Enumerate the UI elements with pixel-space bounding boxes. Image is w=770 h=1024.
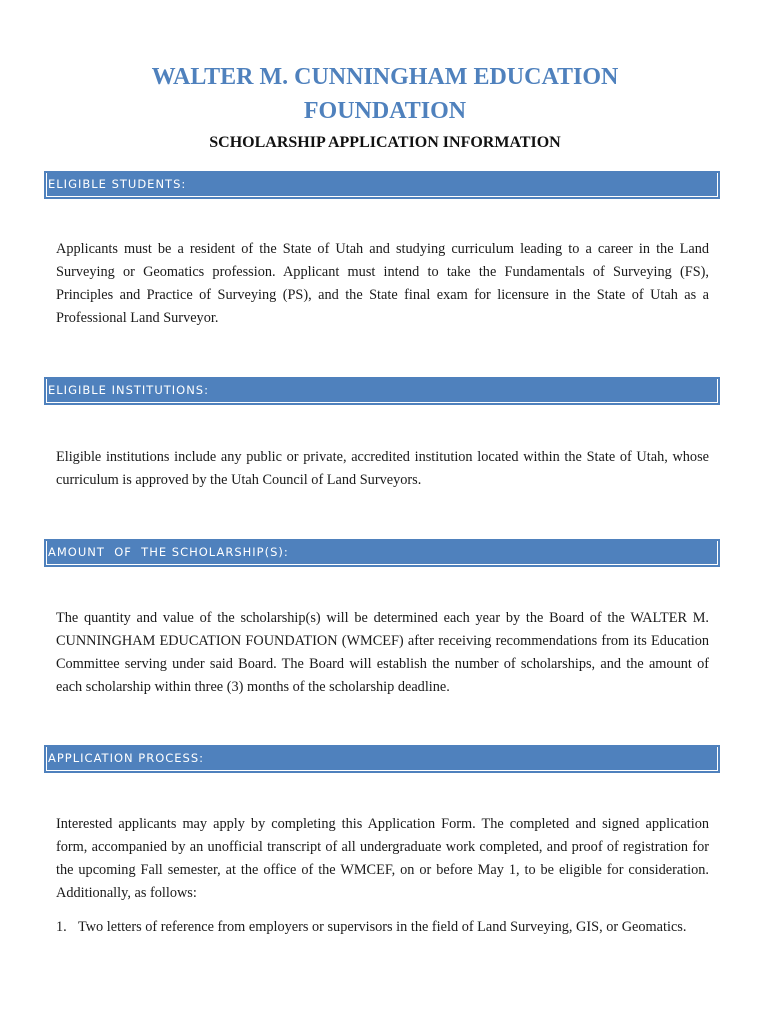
list-item-number: 1. (56, 919, 67, 935)
section-header-eligible-students (44, 171, 720, 199)
section-body-eligible-institutions: Eligible institutions include any public or private, accredited institution located within the State of Utah, whose curriculum is approved by the Utah Council of Land Surveyors. (56, 449, 709, 488)
section-header-application-process (44, 745, 720, 773)
section-heading: APPLICATION PROCESS: (48, 751, 205, 765)
section-heading: AMOUNT OF THE SCHOLARSHIP(S): (48, 545, 289, 559)
list-item-text: Two letters of reference from employers or supervisors in the field of Land Surveying, GIS, or Geomatics. (78, 919, 687, 935)
section-heading: ELIGIBLE STUDENTS: (48, 177, 187, 191)
section-header-scholarship-amount (44, 539, 720, 567)
list-item (56, 916, 709, 939)
section-heading: ELIGIBLE INSTITUTIONS: (48, 383, 209, 397)
section-header-eligible-institutions (44, 377, 720, 405)
section-body-scholarship-amount: The quantity and value of the scholarship(s) will be determined each year by the Board of the WALTER M. CUNNINGHAM EDUCATION FOUNDATION (WMCEF) after receiving recommendations from its Education Committee serving under said Board. The Board will establish the number of scholarships, and the amount of each scholarship within three (3) months of the scholarship deadline. (56, 610, 709, 695)
document-title-line-2: FOUNDATION (303, 98, 467, 124)
section-body-eligible-students: Applicants must be a resident of the State of Utah and studying curriculum leading to a career in the Land Surveying or Geomatics profession. Applicant must intend to take the Fundamentals of Surveying (FS), Principles and Practice of Surveying (PS), and the State final exam for licensure in the State of Utah as a Professional Land Surveyor. (56, 241, 709, 326)
document-subtitle: SCHOLARSHIP APPLICATION INFORMATION (209, 134, 561, 151)
section-body-application-process: Interested applicants may apply by completing this Application Form. The completed and signed application form, accompanied by an unofficial transcript of all undergraduate work completed, and proof of registration for the upcoming Fall semester, at the office of the WMCEF, on or before May 1, to be eligible for consideration. Additionally, as follows: (56, 816, 709, 901)
document-title-line-1: WALTER M. CUNNINGHAM EDUCATION (151, 64, 619, 90)
